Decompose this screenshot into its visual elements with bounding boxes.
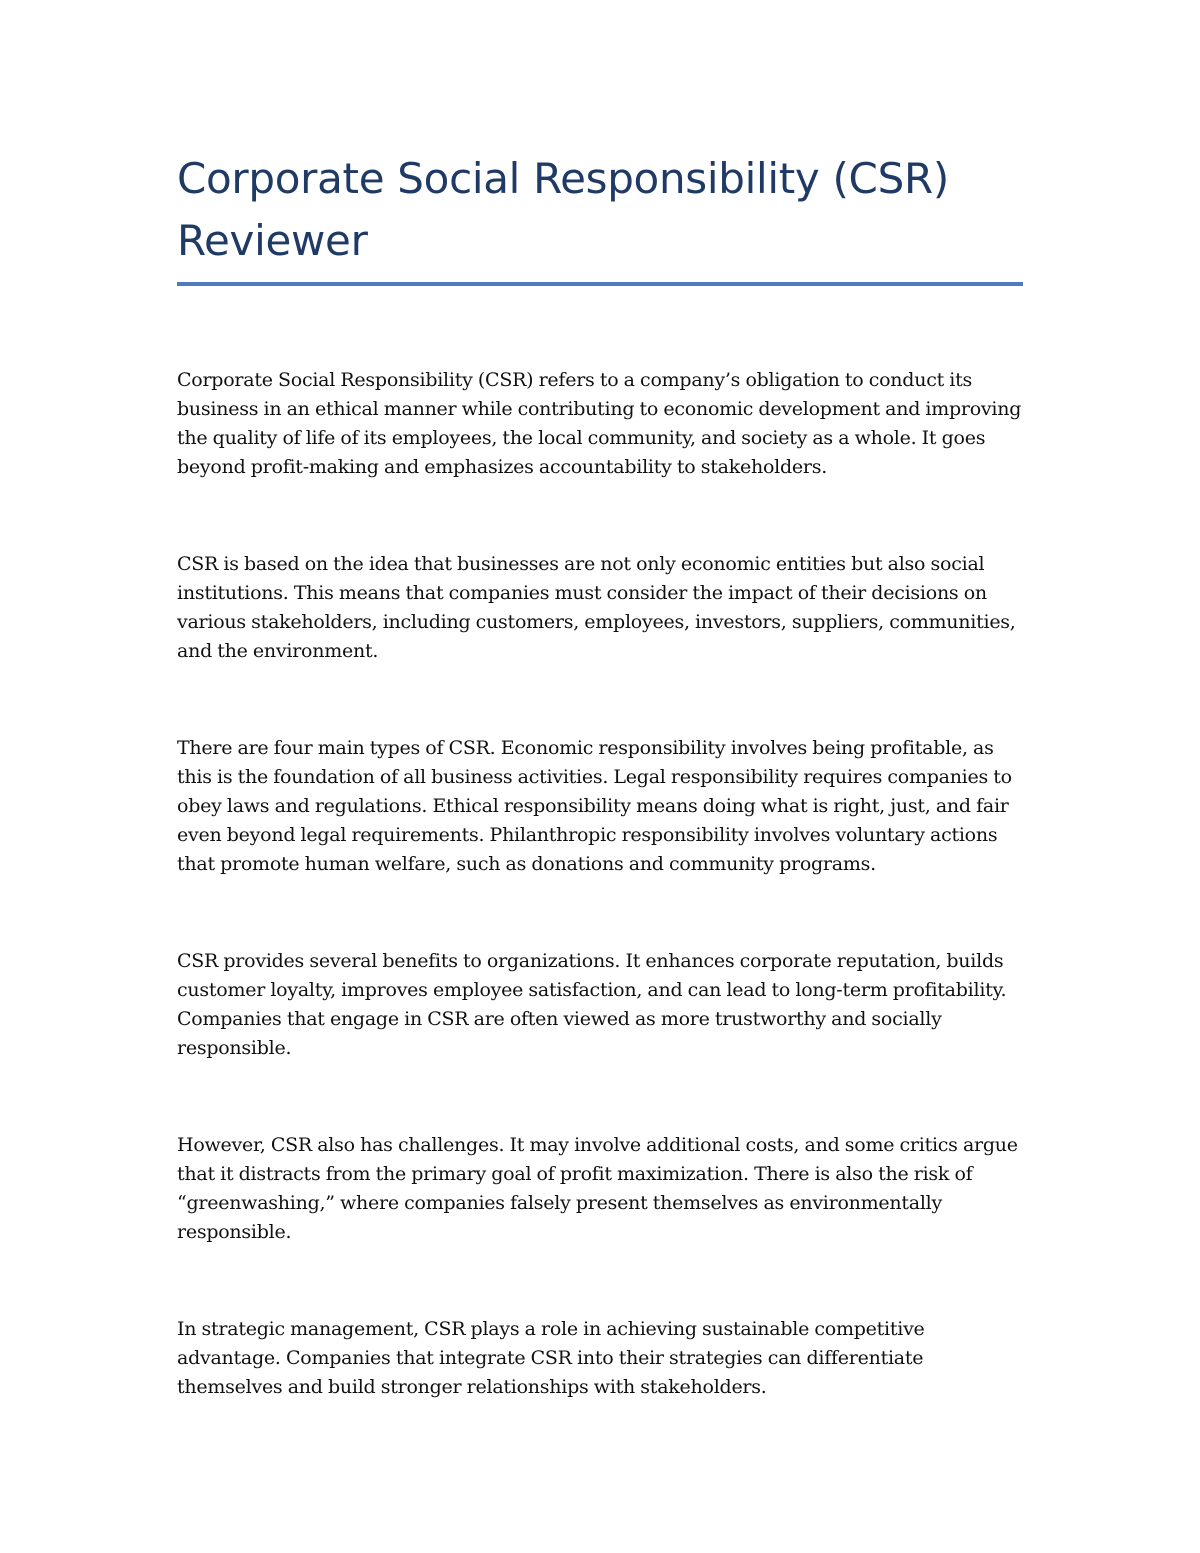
paragraph-csr-types: There are four main types of CSR. Economic responsibility involves being profitable, as this is the foundation of all business activities. Legal responsibility requires companies to obey laws and regulations. Ethical responsibility means doing what is right, just, and fair even beyond legal requirements. Philanthropic responsibility involves voluntary actions that promote human welfare, such as donations and community programs. <box>177 737 1012 875</box>
title-underline-rule <box>177 282 1023 286</box>
paragraph-csr-strategic-management: In strategic management, CSR plays a role in achieving sustainable competitive advantage. Companies that integrate CSR into their strategies can differentiate themselves and build stronger relationships with stakeholders. <box>177 1318 925 1398</box>
paragraph-csr-challenges: However, CSR also has challenges. It may involve additional costs, and some critics argue that it distracts from the primary goal of profit maximization. There is also the risk of “greenwashing,” where companies falsely present themselves as environmentally responsible. <box>177 1134 1018 1243</box>
paragraph-csr-benefits: CSR provides several benefits to organizations. It enhances corporate reputation, builds customer loyalty, improves employee satisfaction, and can lead to long-term profitability. Companies that engage in CSR are often viewed as more trustworthy and socially responsible. <box>177 950 1007 1059</box>
document-content <box>177 148 1023 1470</box>
document-body <box>177 366 1023 1402</box>
paragraph-csr-definition: Corporate Social Responsibility (CSR) refers to a company’s obligation to conduct its business in an ethical manner while contributing to economic development and improving the quality of life of its employees, the local community, and society as a whole. It goes beyond profit-making and emphasizes accountability to stakeholders. <box>177 369 1022 478</box>
document-title: Corporate Social Responsibility (CSR) Reviewer <box>177 154 949 265</box>
paragraph-csr-basis: CSR is based on the idea that businesses are not only economic entities but also social institutions. This means that companies must consider the impact of their decisions on various stakeholders, including customers, employees, investors, suppliers, communities, and the environment. <box>177 553 1016 662</box>
